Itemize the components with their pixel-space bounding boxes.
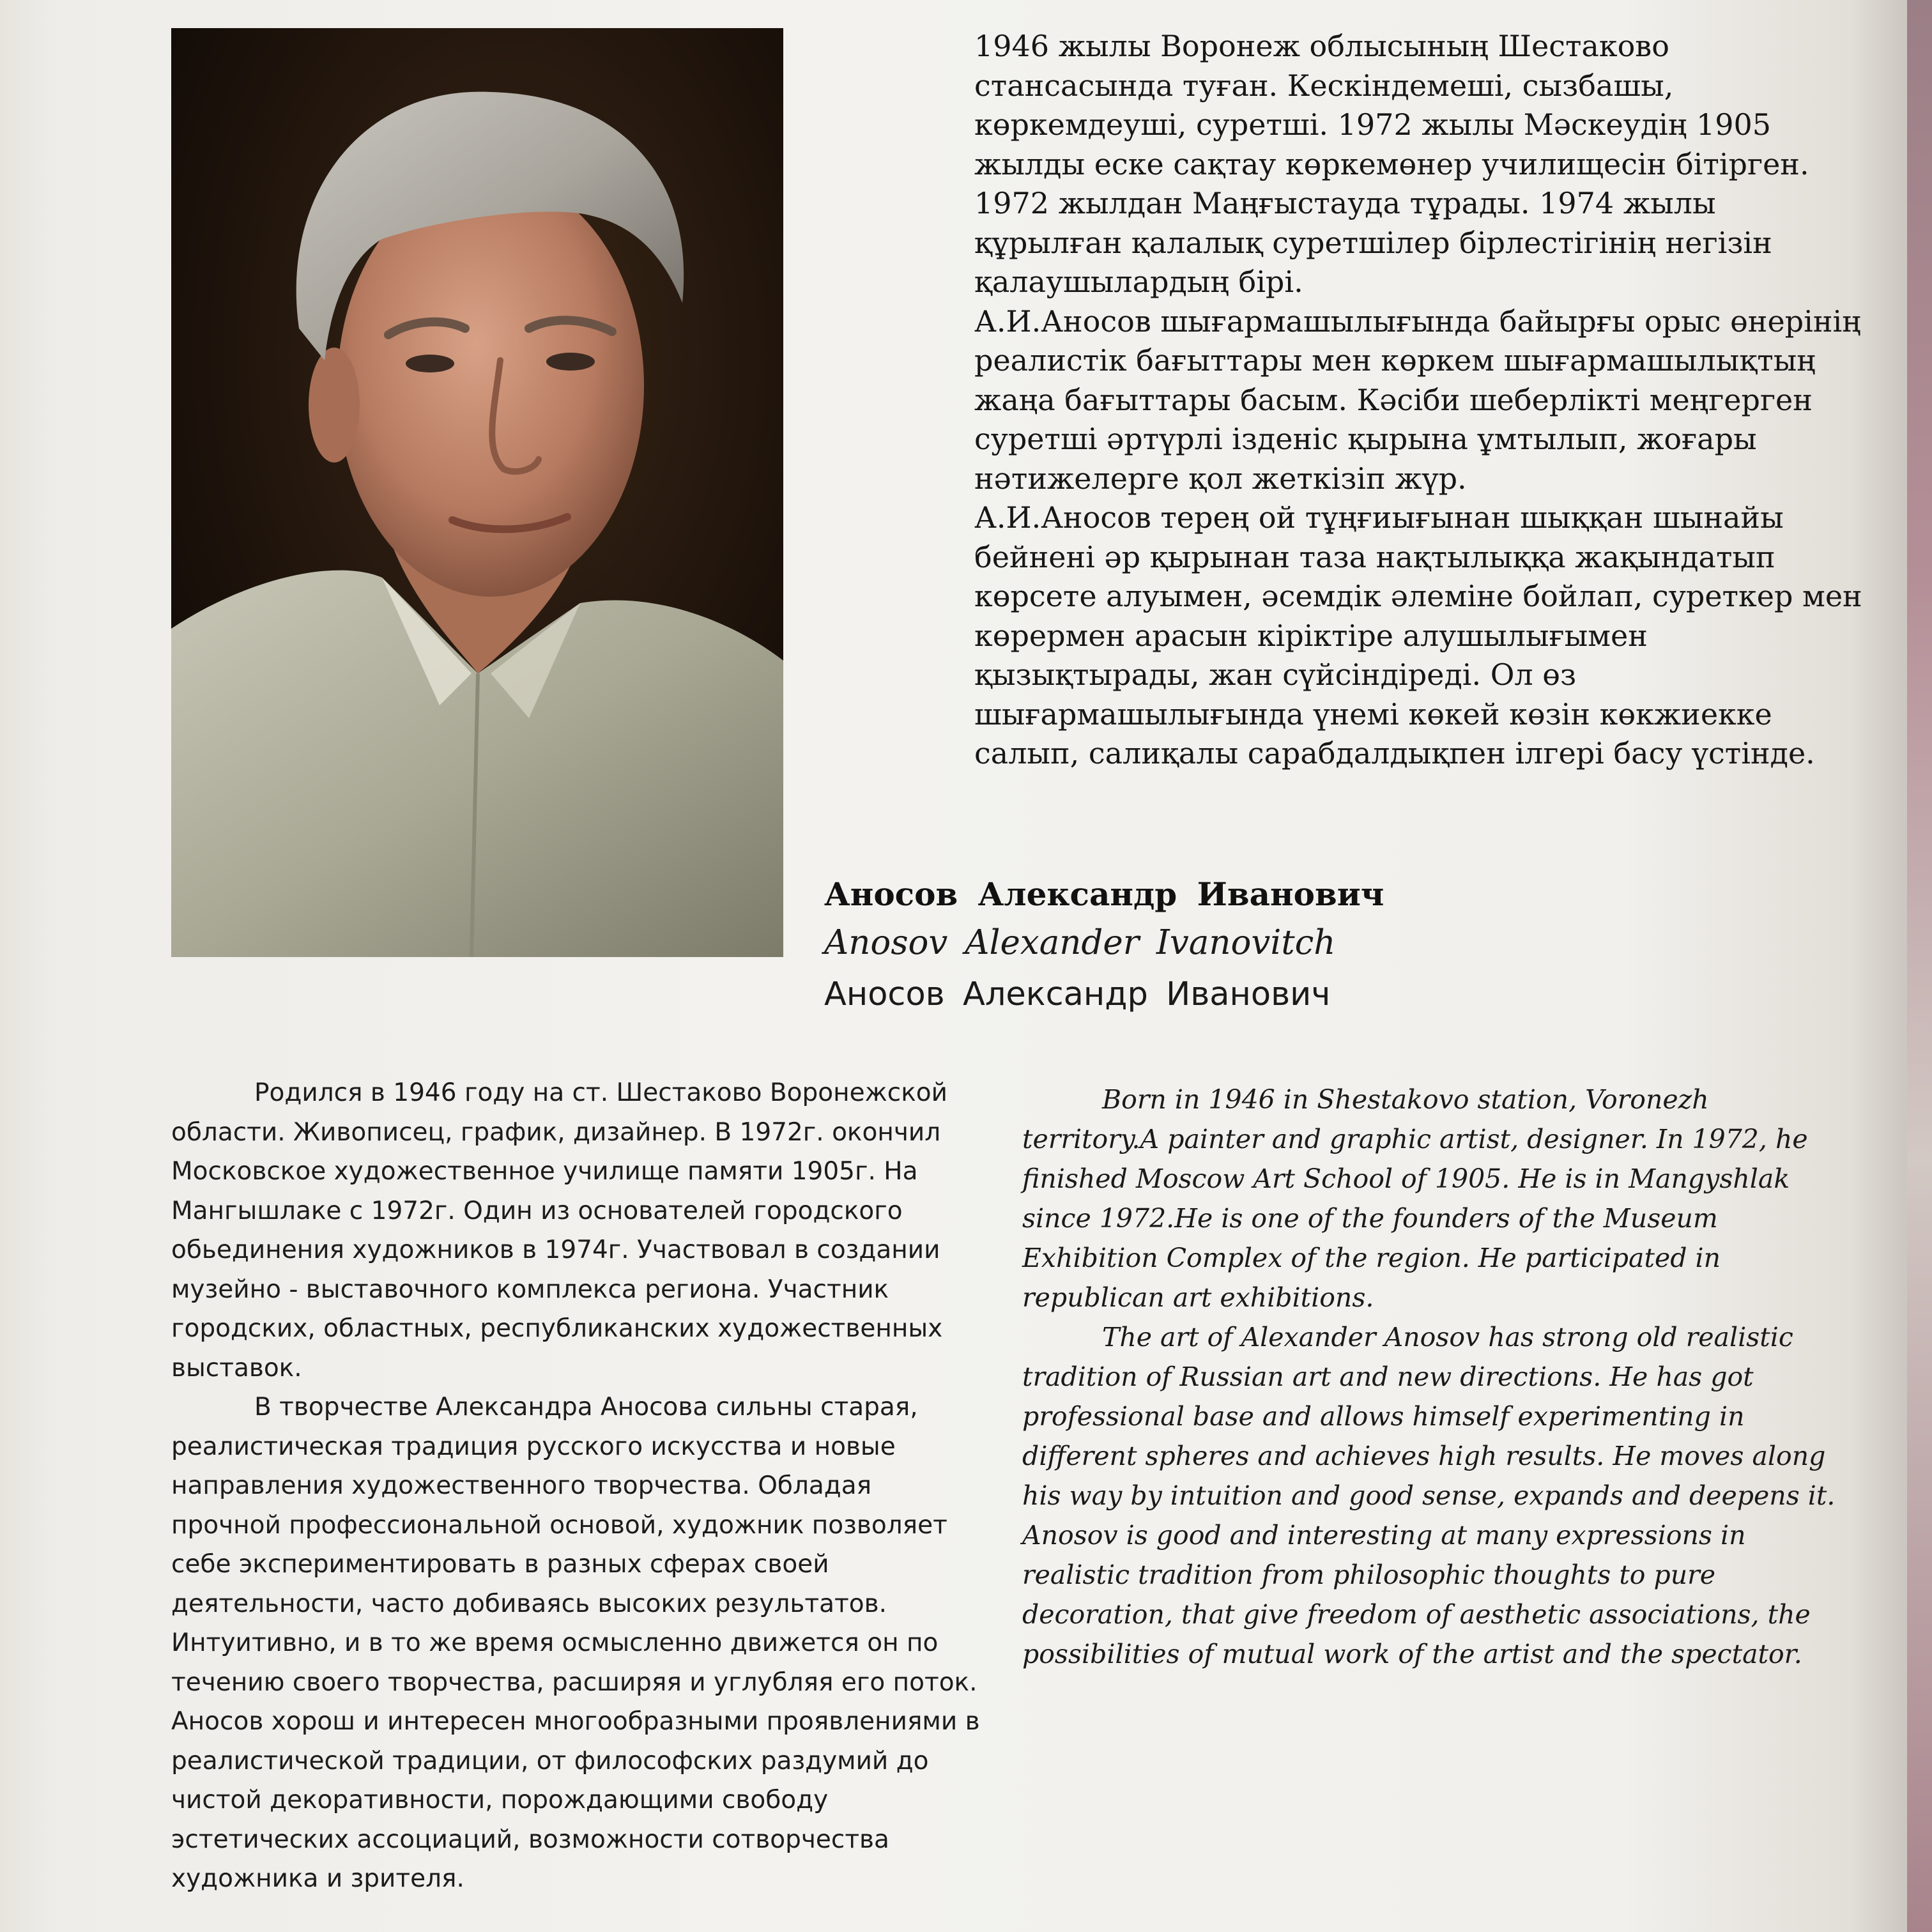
artist-name-kazakh: Аносов Александр Иванович: [824, 875, 1384, 913]
english-biography: [1022, 1080, 1837, 1674]
kazakh-bio-paragraph-1: 1946 жылы Воронеж облысының Шестаково стансасында туған. Кескіндемеші, сызбашы, көркемдеуші, суретші. 1972 жылы Мәскеудің 1905 жылды еске сақтау көркемөнер училищесін бітірген. 1972 жылдан Маңғыстауда тұрады. 1974 жылы құрылған қалалық суретшілер бірлестігінің негізін қалаушылардың бірі.: [974, 29, 1809, 299]
adjacent-page-edge: [1907, 0, 1932, 1932]
artist-name-block: [824, 872, 1463, 1020]
russian-bio-paragraph-1: Родился в 1946 году на ст. Шестаково Воронежской области. Живописец, график, дизайнер. В 1972г. окончил Московское художественное училище памяти 1905г. На Мангышлаке с 1972г. Один из основателей городского обьединения художников в 1974г. Участвовал в создании музейно - выставочного комплекса региона. Участник городских, областных, республиканских художественных выставок.: [171, 1078, 947, 1383]
portrait-image: [171, 28, 783, 957]
kazakh-biography: [974, 27, 1869, 774]
english-bio-paragraph-1: Born in 1946 in Shestakovo station, Voronezh territory.A painter and graphic artist, designer. In 1972, he finished Moscow Art School of 1905. He is in Mangyshlak since 1972.He is one of the founders of the Museum Exhibition Complex of the region. He participated in republican art exhibitions.: [1022, 1084, 1808, 1313]
kazakh-bio-paragraph-2: А.И.Аносов шығармашылығында байырғы орыс өнерінің реалистік бағыттары мен көркем шығармашылықтың жаңа бағыттары басым. Кәсіби шеберлікті меңгерген суретші әртүрлі ізденіс қырына ұмтылып, жоғары нәтижелерге қол жеткізіп жүр.: [974, 303, 1861, 496]
artist-name-english: Anosov Alexander Ivanovitch: [824, 923, 1336, 962]
english-bio-paragraph-2: The art of Alexander Anosov has strong old realistic tradition of Russian art and new directions. He has got professional base and allows himself experimenting in different spheres and achieves high results. He moves along his way by intuition and good sense, expands and deepens it. Anosov is good and interesting at many expressions in realistic tradition from philosophic thoughts to pure decoration, that give freedom of aesthetic associations, the possibilities of mutual work of the artist and the spectator.: [1022, 1322, 1836, 1669]
russian-bio-paragraph-2: В творчестве Александра Аносова сильны старая, реалистическая традиция русского искусства и новые направления художественного творчества. Обладая прочной профессиональной основой, художник позволяет себе экспериментировать в разных сферах своей деятельности, часто добиваясь высоких результатов. Интуитивно, и в то же время осмысленно движется он по течению своего творчества, расширяя и углубляя его поток. Аносов хорош и интересен многообразными проявлениями в реалистической традиции, от философских раздумий до чистой декоративности, порождающими свободу эстетических ассоциаций, возможности сотворчества художника и зрителя.: [171, 1393, 980, 1893]
russian-biography: [171, 1073, 989, 1899]
artist-portrait-photo: [171, 28, 783, 957]
artist-name-russian: Аносов Александр Иванович: [824, 976, 1331, 1013]
kazakh-bio-paragraph-3: А.И.Аносов терең ой тұңғиығынан шыққан шынайы бейнені әр қырынан таза нақтылыққа жақындатып көрсете алуымен, әсемдік әлеміне бойлап, суреткер мен көрермен арасын кіріктіре алушылығымен қызықтырады, жан сүйсіндіреді. Ол өз шығармашылығында үнемі көкей көзін көкжиекке салып, салиқалы сарабдалдықпен ілгері басу үстінде.: [974, 500, 1862, 770]
